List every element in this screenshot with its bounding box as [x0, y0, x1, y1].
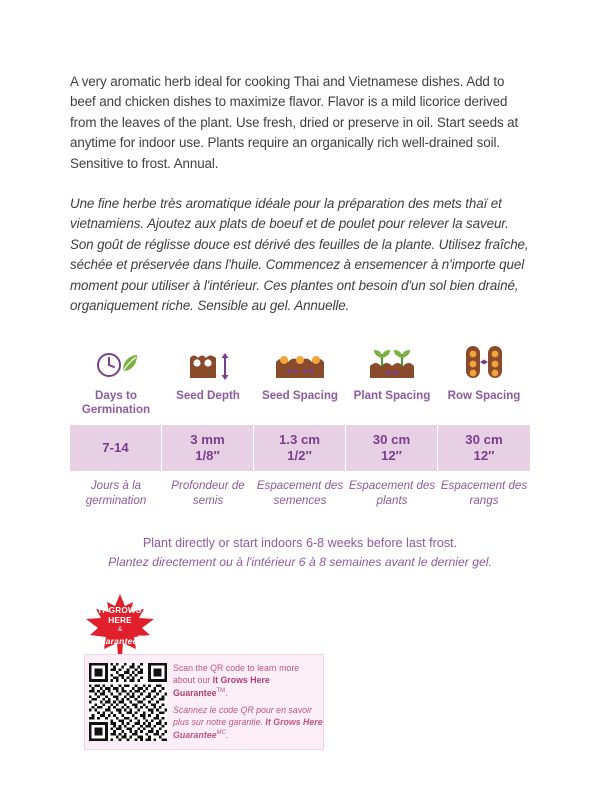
info-heading: Plant Spacing	[353, 389, 431, 403]
value-secondary: 1/8″	[195, 448, 220, 464]
value-cell	[438, 425, 530, 471]
qr-text-english: Scan the QR code to learn more about our It Grows Here Guarantee™.	[173, 663, 300, 699]
info-label-french: Espacement des plants	[348, 479, 436, 507]
info-heading: Days to Germination	[81, 389, 151, 417]
planting-instructions	[70, 534, 530, 572]
instruction-french: Plantez directement ou à l'intérieur 6 à 8 semaines avant le dernier gel.	[108, 555, 492, 570]
it-grows-here-guarantee-badge	[84, 592, 156, 658]
info-column-row-spacing	[438, 342, 530, 419]
info-heading: Seed Depth	[176, 389, 240, 403]
value-primary: 1.3 cm	[278, 432, 321, 448]
value-primary: 7-14	[102, 440, 129, 456]
growing-info-labels-french	[70, 471, 530, 508]
value-cell	[346, 425, 438, 471]
info-heading: Row Spacing	[447, 389, 521, 403]
description-english: A very aromatic herb ideal for cooking Thai and Vietnamese dishes. Add to beef and chicken dishes to maximize flavor. Flavor is a mild licorice derived from the leaves of the plant. Use fresh, dried or preserve in oil. Start seeds at anytime for indoor use. Plants require an organically rich well-drained soil. Sensitive to frost. Annual.	[70, 74, 519, 171]
qr-text-french: Scannez le code QR pour en savoir plus sur notre garantie. It Grows Here Guarantee$^{MC}$.	[173, 704, 323, 741]
badge-line-2: HERE	[108, 615, 132, 625]
qr-panel-text	[173, 663, 323, 741]
clock-leaf-icon	[93, 342, 139, 382]
value-cell	[162, 425, 254, 471]
badge-ampersand: &	[117, 626, 123, 634]
info-label-french: Jours à la germination	[85, 479, 147, 507]
info-column-seed-spacing	[254, 342, 346, 419]
value-primary: 30 cm	[372, 432, 411, 448]
value-primary: 3 mm	[190, 432, 225, 448]
row-spacing-icon	[456, 342, 512, 382]
value-cell	[254, 425, 346, 471]
value-secondary: 12″	[381, 448, 402, 464]
value-primary: 30 cm	[465, 432, 503, 448]
info-label-french: Profondeur de semis	[171, 479, 245, 507]
description-french: Une fine herbe très aromatique idéale pour la préparation des mets thaï et vietnamiens. Ajoutez aux plats de boeuf et de poulet pour relever la saveur. Son goût de réglisse douce est dérivé des feuilles de la plante. Utilisez fraîche, séchée et préservée dans l'huile. Commencez à ensemencer à n'importe quel moment pour utiliser à l'intérieur. Ces plantes ont besoin d'un sol bien drainé, organiquement riche. Sensible au gel. Annuelle.	[70, 196, 529, 314]
qr-code[interactable]	[89, 663, 167, 741]
badge-text	[84, 606, 156, 646]
growing-info-values	[70, 419, 530, 471]
content-area	[70, 72, 530, 752]
seed-depth-icon	[182, 342, 234, 382]
info-label-french: Espacement des semences	[256, 479, 344, 507]
info-column-plant-spacing	[346, 342, 438, 419]
badge-line-1: IT GROWS	[98, 606, 142, 616]
info-column-days-to-germination	[70, 342, 162, 419]
value-secondary: 1/2″	[287, 448, 312, 464]
bottom-section	[70, 592, 530, 752]
badge-line-3: Guarantee™	[93, 635, 147, 646]
value-secondary: 12″	[473, 448, 495, 464]
growing-info-icons	[70, 342, 530, 419]
plant-spacing-icon	[364, 342, 420, 382]
qr-panel[interactable]	[84, 654, 324, 750]
seed-spacing-icon	[270, 342, 330, 382]
info-label-french: Espacement des rangs	[440, 479, 528, 507]
info-column-seed-depth	[162, 342, 254, 419]
value-cell	[70, 425, 162, 471]
instruction-english: Plant directly or start indoors 6-8 weeks before last frost.	[142, 536, 458, 551]
info-heading: Seed Spacing	[261, 389, 339, 403]
